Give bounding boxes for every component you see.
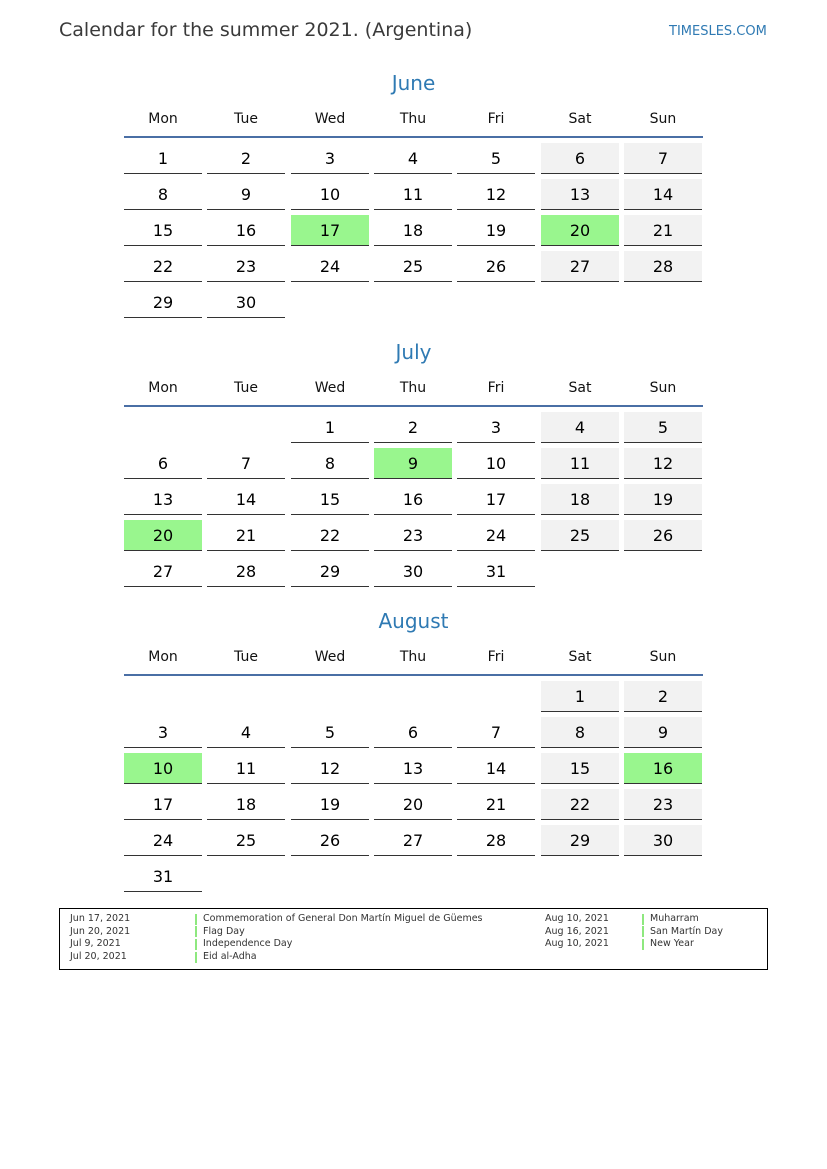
day-cell[interactable]: 26 (291, 825, 369, 856)
legend-marker (195, 914, 197, 925)
weekday-header: Thu (399, 649, 427, 665)
weekday-header: Thu (399, 380, 427, 396)
day-cell[interactable]: 20 (374, 789, 452, 820)
legend-date: Jul 20, 2021 (70, 951, 127, 963)
day-cell[interactable]: 5 (291, 717, 369, 748)
day-cell[interactable]: 13 (124, 484, 202, 515)
day-cell[interactable]: 4 (374, 143, 452, 174)
weekday-header: Wed (314, 380, 346, 396)
day-cell[interactable]: 6 (374, 717, 452, 748)
month-title: July (395, 340, 432, 364)
holiday-day-cell[interactable]: 17 (291, 215, 369, 246)
day-cell[interactable]: 8 (541, 717, 619, 748)
day-cell[interactable]: 23 (624, 789, 702, 820)
legend-marker (642, 914, 644, 925)
day-cell[interactable]: 2 (207, 143, 285, 174)
day-cell[interactable]: 9 (624, 717, 702, 748)
holiday-legend (59, 908, 768, 970)
day-cell[interactable]: 15 (541, 753, 619, 784)
day-cell[interactable]: 16 (374, 484, 452, 515)
day-cell[interactable]: 1 (124, 143, 202, 174)
day-cell[interactable]: 13 (374, 753, 452, 784)
day-cell[interactable]: 30 (374, 556, 452, 587)
day-cell[interactable]: 18 (207, 789, 285, 820)
day-cell[interactable]: 12 (291, 753, 369, 784)
day-cell[interactable]: 24 (124, 825, 202, 856)
day-cell[interactable]: 18 (541, 484, 619, 515)
legend-holiday-name: Commemoration of General Don Martín Miguel de Güemes (203, 913, 483, 924)
legend-holiday-name: Eid al-Adha (203, 951, 257, 963)
day-cell[interactable]: 26 (457, 251, 535, 282)
site-link[interactable]: TIMESLES.COM (669, 24, 767, 39)
header-rule (124, 674, 703, 676)
day-cell[interactable]: 2 (374, 412, 452, 443)
day-cell[interactable]: 29 (124, 287, 202, 318)
day-cell[interactable]: 25 (207, 825, 285, 856)
day-cell[interactable]: 14 (207, 484, 285, 515)
day-cell[interactable]: 11 (207, 753, 285, 784)
day-cell[interactable]: 10 (457, 448, 535, 479)
legend-holiday-name: Independence Day (203, 938, 293, 950)
day-cell[interactable]: 25 (541, 520, 619, 551)
legend-holiday-name: San Martín Day (650, 925, 723, 937)
day-cell[interactable]: 30 (207, 287, 285, 318)
header-rule (124, 405, 703, 407)
day-cell[interactable]: 23 (374, 520, 452, 551)
day-cell[interactable]: 31 (457, 556, 535, 587)
legend-marker (195, 952, 197, 963)
day-cell[interactable]: 23 (207, 251, 285, 282)
month-title: June (391, 71, 436, 95)
day-cell[interactable]: 4 (207, 717, 285, 748)
weekday-header: Fri (487, 111, 505, 127)
day-cell[interactable]: 4 (541, 412, 619, 443)
legend-date: Aug 10, 2021 (545, 913, 609, 924)
day-cell[interactable]: 28 (457, 825, 535, 856)
weekday-header: Tue (234, 111, 258, 127)
holiday-day-cell[interactable]: 20 (541, 215, 619, 246)
day-cell[interactable]: 3 (124, 717, 202, 748)
day-cell[interactable]: 30 (624, 825, 702, 856)
legend-date: Jun 17, 2021 (70, 913, 131, 924)
day-cell[interactable]: 5 (624, 412, 702, 443)
legend-marker (642, 939, 644, 950)
day-cell[interactable]: 19 (624, 484, 702, 515)
day-cell[interactable]: 8 (291, 448, 369, 479)
weekday-header: Tue (234, 649, 258, 665)
day-cell[interactable]: 1 (541, 681, 619, 712)
day-cell[interactable]: 13 (541, 179, 619, 210)
legend-date: Aug 16, 2021 (545, 925, 609, 937)
day-cell[interactable]: 14 (624, 179, 702, 210)
day-cell[interactable]: 26 (624, 520, 702, 551)
day-cell[interactable]: 22 (291, 520, 369, 551)
day-cell[interactable]: 2 (624, 681, 702, 712)
day-cell[interactable]: 11 (374, 179, 452, 210)
month-title: August (378, 609, 449, 633)
holiday-day-cell[interactable]: 9 (374, 448, 452, 479)
day-cell[interactable]: 17 (124, 789, 202, 820)
legend-holiday-name: Flag Day (203, 925, 245, 937)
day-cell[interactable]: 24 (457, 520, 535, 551)
weekday-header: Thu (399, 111, 427, 127)
weekday-header: Mon (148, 380, 178, 396)
weekday-header: Sun (649, 649, 677, 665)
weekday-header: Mon (148, 111, 178, 127)
day-cell[interactable]: 8 (124, 179, 202, 210)
day-cell[interactable]: 28 (207, 556, 285, 587)
day-cell[interactable]: 22 (541, 789, 619, 820)
day-cell[interactable]: 18 (374, 215, 452, 246)
day-cell[interactable]: 21 (457, 789, 535, 820)
day-cell[interactable]: 1 (291, 412, 369, 443)
weekday-header: Sat (568, 380, 592, 396)
day-cell[interactable]: 24 (291, 251, 369, 282)
header-rule (124, 136, 703, 138)
day-cell[interactable]: 15 (291, 484, 369, 515)
day-cell[interactable]: 12 (457, 179, 535, 210)
weekday-header: Fri (487, 649, 505, 665)
day-cell[interactable]: 7 (457, 717, 535, 748)
legend-marker (195, 926, 197, 937)
holiday-day-cell[interactable]: 10 (124, 753, 202, 784)
weekday-header: Wed (314, 649, 346, 665)
legend-marker (642, 926, 644, 937)
day-cell[interactable]: 10 (291, 179, 369, 210)
weekday-header: Fri (487, 380, 505, 396)
holiday-day-cell[interactable]: 16 (624, 753, 702, 784)
legend-marker (195, 939, 197, 950)
legend-date: Aug 10, 2021 (545, 938, 609, 950)
day-cell[interactable]: 19 (457, 215, 535, 246)
day-cell[interactable]: 3 (457, 412, 535, 443)
day-cell[interactable]: 29 (541, 825, 619, 856)
day-cell[interactable]: 12 (624, 448, 702, 479)
day-cell[interactable]: 21 (207, 520, 285, 551)
day-cell[interactable]: 16 (207, 215, 285, 246)
legend-date: Jun 20, 2021 (70, 925, 131, 937)
weekday-header: Wed (314, 111, 346, 127)
day-cell[interactable]: 31 (124, 861, 202, 892)
weekday-header: Sat (568, 649, 592, 665)
legend-date: Jul 9, 2021 (70, 938, 121, 950)
weekday-header: Sun (649, 380, 677, 396)
day-cell[interactable]: 6 (541, 143, 619, 174)
weekday-header: Sat (568, 111, 592, 127)
day-cell[interactable]: 5 (457, 143, 535, 174)
day-cell[interactable]: 28 (624, 251, 702, 282)
legend-holiday-name: Muharram (650, 913, 699, 924)
holiday-day-cell[interactable]: 20 (124, 520, 202, 551)
day-cell[interactable]: 25 (374, 251, 452, 282)
day-cell[interactable]: 17 (457, 484, 535, 515)
day-cell[interactable]: 22 (124, 251, 202, 282)
day-cell[interactable]: 7 (207, 448, 285, 479)
day-cell[interactable]: 27 (374, 825, 452, 856)
day-cell[interactable]: 15 (124, 215, 202, 246)
weekday-header: Mon (148, 649, 178, 665)
legend-holiday-name: New Year (650, 938, 694, 950)
day-cell[interactable]: 11 (541, 448, 619, 479)
weekday-header: Sun (649, 111, 677, 127)
day-cell[interactable]: 29 (291, 556, 369, 587)
day-cell[interactable]: 14 (457, 753, 535, 784)
weekday-header: Tue (234, 380, 258, 396)
day-cell[interactable]: 3 (291, 143, 369, 174)
day-cell[interactable]: 7 (624, 143, 702, 174)
page-title: Calendar for the summer 2021. (Argentina) (59, 19, 473, 41)
day-cell[interactable]: 21 (624, 215, 702, 246)
day-cell[interactable]: 27 (124, 556, 202, 587)
day-cell[interactable]: 9 (207, 179, 285, 210)
day-cell[interactable]: 6 (124, 448, 202, 479)
day-cell[interactable]: 19 (291, 789, 369, 820)
day-cell[interactable]: 27 (541, 251, 619, 282)
